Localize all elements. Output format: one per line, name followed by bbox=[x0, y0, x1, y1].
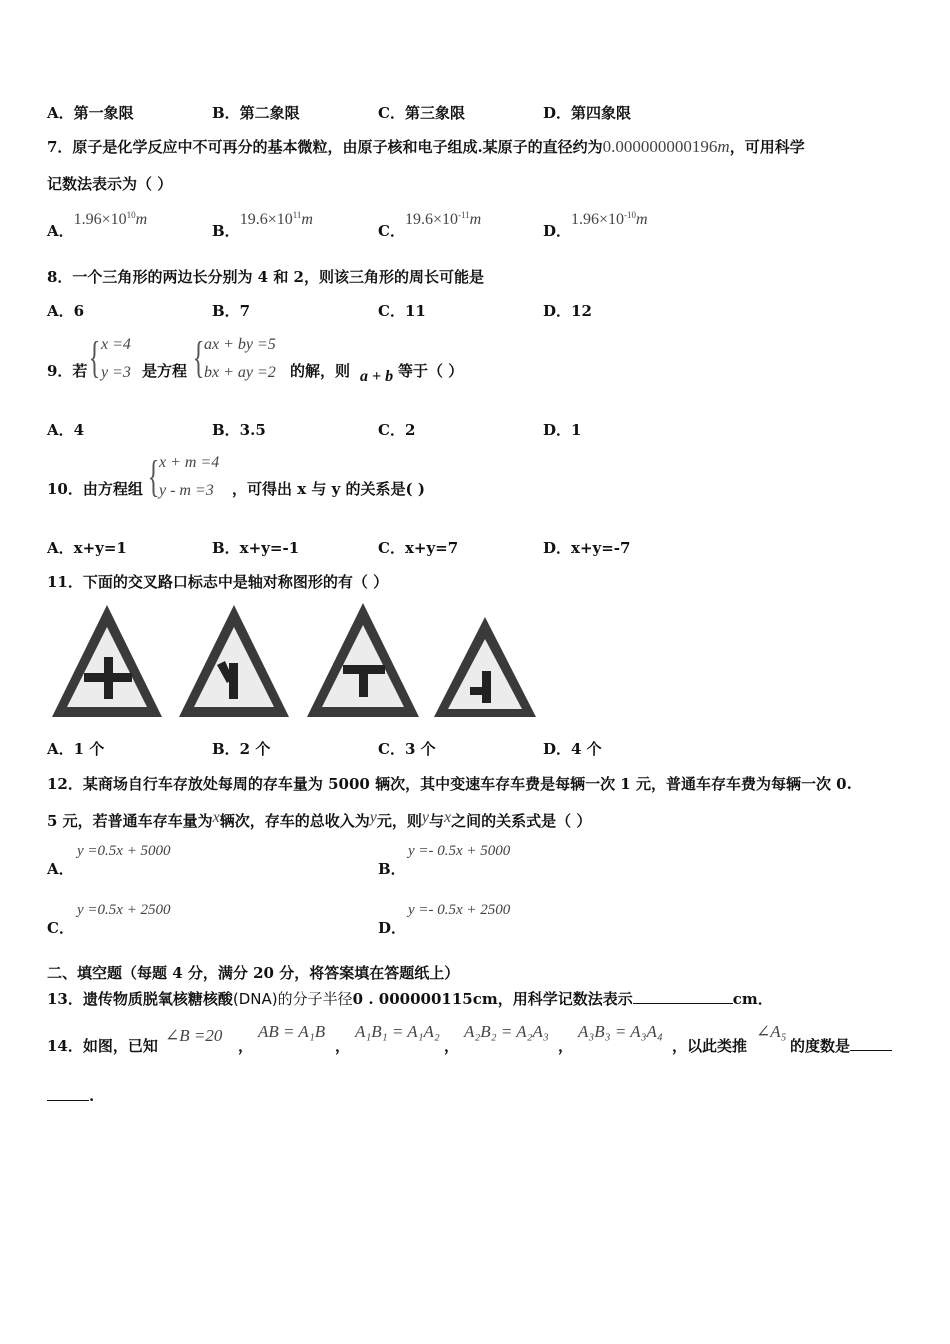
q13 bbox=[47, 988, 773, 1009]
q11-option-a: A．1 个 bbox=[47, 740, 105, 758]
q9-brace-1: { bbox=[88, 333, 101, 382]
q12-option-d-letter: D． bbox=[378, 919, 407, 937]
q9-option-b: B．3.5 bbox=[212, 421, 266, 439]
q9-option-c: C．2 bbox=[378, 421, 416, 439]
q7-option-d bbox=[543, 208, 648, 240]
q13-text-d: 0 . 000000115cm，用科学记数法表示 bbox=[352, 990, 633, 1008]
q7-option-c-exp: -11 bbox=[457, 210, 470, 220]
q7-option-d-letter: D． bbox=[543, 222, 572, 240]
q7-unit: m bbox=[717, 137, 730, 156]
q7-times: ×10 bbox=[101, 211, 127, 228]
q10-option-a: A．x+y=1 bbox=[47, 539, 127, 557]
q13-unit: cm． bbox=[732, 990, 773, 1008]
q12-var-x: x bbox=[212, 809, 220, 826]
q14-eq-2: A₁B₁ = A₁A₂ bbox=[355, 1022, 440, 1041]
q7-option-b-mantissa: 19.6 bbox=[239, 211, 268, 228]
q7-stem-line2: 记数法表示为（ ） bbox=[47, 175, 173, 193]
q7-option-c-letter: C． bbox=[378, 222, 405, 240]
q12-option-a-letter: A． bbox=[47, 860, 74, 878]
q12-option-c-letter: C． bbox=[47, 919, 74, 937]
q11-option-d: D．4 个 bbox=[543, 740, 602, 758]
q8-option-a: A．6 bbox=[47, 302, 85, 320]
q11-option-c: C．3 个 bbox=[378, 740, 436, 758]
q14-answer-blank-1[interactable] bbox=[850, 1036, 892, 1051]
q14-tail-2 bbox=[790, 1035, 892, 1056]
q11-option-b: B．2 个 bbox=[212, 740, 271, 758]
q9-sys2-line1: ax + by =5 bbox=[204, 336, 276, 353]
section2-title: 二、填空题（每题 4 分，满分 20 分，将答案填在答题纸上） bbox=[47, 964, 460, 982]
q9-sys1-line1: x =4 bbox=[101, 336, 131, 353]
q7-option-c-mantissa: 19.6 bbox=[404, 211, 433, 228]
q12-var-y-2: y bbox=[421, 809, 430, 826]
q7-option-d-exp: -10 bbox=[624, 210, 637, 220]
q14-eq-1: AB = A₁B bbox=[258, 1022, 326, 1041]
q14-eq-4: A₃B₃ = A₃A₄ bbox=[578, 1022, 663, 1041]
q14-sep-3: ， bbox=[444, 1037, 460, 1055]
q12-text-b: 辆次，存车的总收入为 bbox=[219, 812, 370, 830]
q12-option-b-letter: B． bbox=[378, 860, 406, 878]
q7-option-d-unit: m bbox=[636, 211, 648, 228]
q10-number: 10．由方程组 bbox=[47, 480, 143, 498]
q12-text-e: 之间的关系式是（ ） bbox=[451, 812, 592, 830]
q14-sep-4: ， bbox=[558, 1037, 574, 1055]
q13-dna: (DNA) bbox=[232, 990, 278, 1008]
q10-line1: x + m =4 bbox=[159, 454, 220, 471]
q14-end: . bbox=[89, 1087, 95, 1105]
q12-var-x-2: x bbox=[444, 809, 452, 826]
q7-times: ×10 bbox=[432, 211, 458, 228]
q6-option-c: C．第三象限 bbox=[378, 104, 465, 122]
q12-text-c: 元，则 bbox=[376, 812, 422, 830]
q13-answer-blank[interactable] bbox=[633, 989, 733, 1004]
sign-crossroad-icon bbox=[48, 601, 166, 721]
q9-mid: 是方程 bbox=[142, 362, 188, 380]
q10-line2: y - m =3 bbox=[159, 482, 214, 499]
q12-option-b-expr: y =- 0.5x + 5000 bbox=[408, 843, 511, 859]
q14-start: 14．如图，已知 bbox=[47, 1037, 158, 1055]
q7-diameter: 0.000000000196 bbox=[602, 137, 718, 156]
q7-option-b-letter: B． bbox=[212, 222, 240, 240]
q12-var-y: y bbox=[369, 809, 377, 826]
q12-text-a: 5 元，若普通车存车量为 bbox=[47, 812, 213, 830]
q7-option-c-unit: m bbox=[469, 211, 482, 228]
q12-option-a-expr: y =0.5x + 5000 bbox=[77, 843, 171, 859]
q10-option-d: D．x+y=-7 bbox=[543, 539, 631, 557]
q7-times: ×10 bbox=[267, 211, 293, 228]
q7-stem bbox=[47, 136, 805, 157]
q14-sep-1: ， bbox=[238, 1037, 254, 1055]
q10-brace: { bbox=[147, 452, 160, 501]
q7-option-a-exp: 10 bbox=[126, 210, 136, 220]
q12-line1: 12．某商场自行车存放处每周的存车量为 5000 辆次，其中变速车存车费是每辆一次 1 元，普通车存车费为每辆一次 0. bbox=[47, 775, 852, 793]
q12-option-d-expr: y =- 0.5x + 2500 bbox=[408, 902, 511, 918]
q8-option-d: D．12 bbox=[543, 302, 592, 320]
q9-tail-1: 的解，则 bbox=[290, 362, 351, 380]
q7-stem-tail: ，可用科学 bbox=[729, 138, 805, 156]
q9-tail-2: 等于（ ） bbox=[398, 362, 464, 380]
sign-side-junction-icon bbox=[430, 613, 540, 721]
q13-text-c: 的分子半径 bbox=[277, 990, 353, 1008]
q7-times: ×10 bbox=[599, 211, 625, 228]
q14-eq-3: A₂B₂ = A₂A₃ bbox=[464, 1022, 549, 1041]
q10-option-b: B．x+y=-1 bbox=[212, 539, 300, 557]
q7-option-a-unit: m bbox=[135, 211, 148, 228]
q14-sep-2: ， bbox=[335, 1037, 351, 1055]
q8-stem: 8．一个三角形的两边长分别为 4 和 2，则该三角形的周长可能是 bbox=[47, 268, 484, 286]
q7-option-a-letter: A． bbox=[47, 222, 74, 240]
q9-option-d: D．1 bbox=[543, 421, 582, 439]
q14-tail-2-text: 的度数是 bbox=[790, 1037, 851, 1055]
q9-sys1-line2: y =3 bbox=[101, 364, 131, 381]
q10-option-c: C．x+y=7 bbox=[378, 539, 459, 557]
q6-option-b: B．第二象限 bbox=[212, 104, 300, 122]
q7-option-b-exp: 11 bbox=[292, 210, 302, 220]
q14-tail: ，以此类推 bbox=[672, 1037, 748, 1055]
q7-option-c bbox=[378, 208, 482, 240]
q13-text-a: 13．遗传物质脱氧核糖核酸 bbox=[47, 990, 233, 1008]
q12-option-c-expr: y =0.5x + 2500 bbox=[77, 902, 171, 918]
q11-stem: 11．下面的交叉路口标志中是轴对称图形的有（ ） bbox=[47, 573, 389, 591]
q14-angle-b: ∠B =20 bbox=[165, 1026, 223, 1045]
q10-tail: ，可得出 x 与 y 的关系是( ) bbox=[232, 480, 425, 498]
q7-option-a-mantissa: 1.96 bbox=[73, 211, 102, 228]
q7-stem-text: 7．原子是化学反应中不可再分的基本微粒，由原子核和电子组成.某原子的直径约为 bbox=[47, 138, 603, 156]
q9-option-a: A．4 bbox=[47, 421, 85, 439]
q14-answer-blank-2[interactable] bbox=[47, 1086, 89, 1101]
q8-option-b: B．7 bbox=[212, 302, 251, 320]
q7-option-b bbox=[212, 208, 313, 240]
q7-option-d-mantissa: 1.96 bbox=[571, 211, 600, 228]
q8-option-c: C．11 bbox=[378, 302, 426, 320]
q9-expression: a + b bbox=[360, 368, 394, 385]
q12-line2 bbox=[47, 810, 591, 831]
q6-option-d: D．第四象限 bbox=[543, 104, 632, 122]
q9-number: 9．若 bbox=[47, 362, 88, 380]
q9-brace-2: { bbox=[192, 333, 205, 382]
q14-line2 bbox=[47, 1086, 94, 1105]
q9-sys2-line2: bx + ay =2 bbox=[204, 364, 276, 381]
q7-option-a bbox=[47, 208, 148, 240]
q6-option-a: A．第一象限 bbox=[47, 104, 134, 122]
q7-option-b-unit: m bbox=[301, 211, 313, 228]
sign-y-junction-icon bbox=[175, 601, 293, 721]
q12-text-d: 与 bbox=[429, 812, 445, 830]
sign-t-junction-icon bbox=[303, 599, 423, 721]
q14-angle-a5: ∠A₅ bbox=[756, 1022, 787, 1041]
